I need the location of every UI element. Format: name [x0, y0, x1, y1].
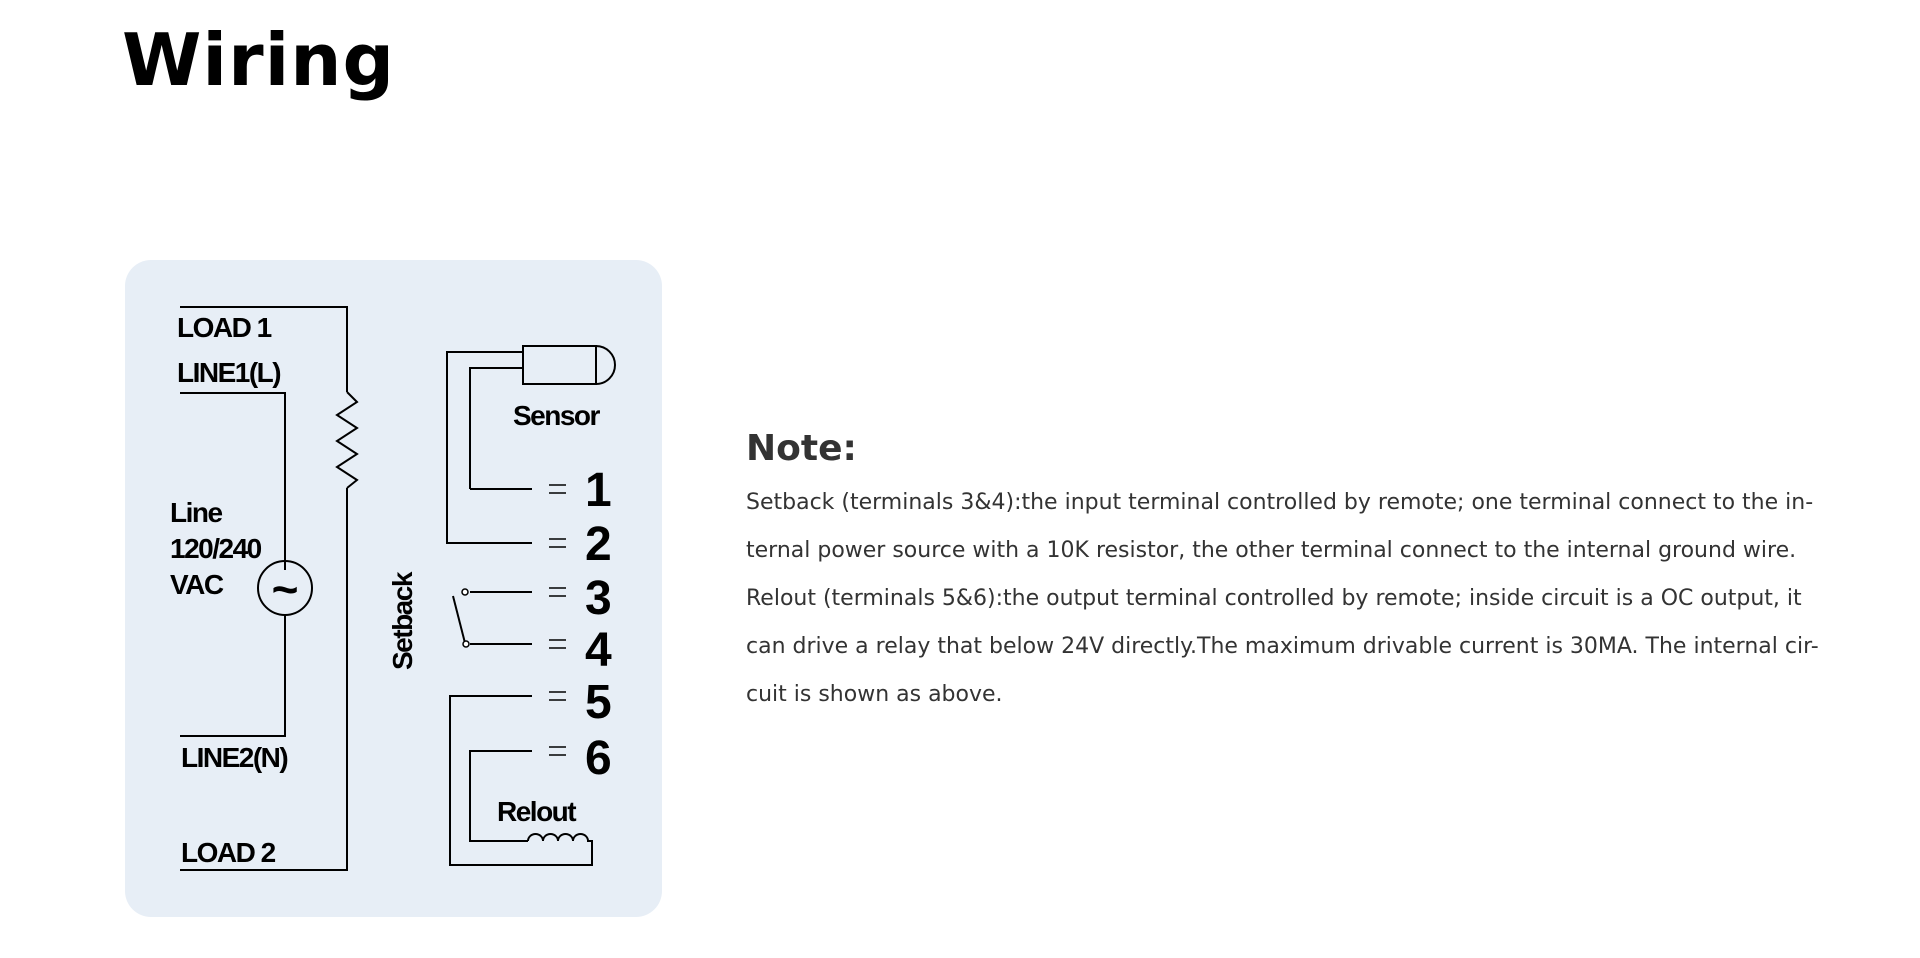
setback-switch-blade [453, 596, 465, 643]
label-voltage: 120/240 [170, 533, 261, 564]
line2-wire [180, 615, 285, 736]
relout-wire-outer [450, 696, 592, 865]
label-load1: LOAD 1 [177, 312, 271, 343]
note-heading: Note: [746, 428, 857, 469]
label-sensor: Sensor [513, 400, 599, 431]
label-load2: LOAD 2 [181, 837, 275, 868]
wiring-diagram [125, 260, 662, 917]
label-relout: Relout [497, 796, 576, 827]
label-vac: VAC [170, 569, 223, 600]
sensor-lens [596, 346, 615, 384]
sensor-body [523, 346, 596, 384]
ac-tilde-icon: ~ [271, 563, 299, 615]
note-text-line: can drive a relay that below 24V directly.The maximum drivable current is 30MA. The internal cir- [746, 634, 1819, 659]
terminal-number: 4 [585, 624, 612, 677]
relay-coil [528, 834, 592, 841]
resistor-symbol [337, 392, 357, 488]
label-line-word: Line [170, 497, 222, 528]
terminal-number: 3 [585, 572, 612, 625]
note-text-line: Setback (terminals 3&4):the input terminal controlled by remote; one terminal connect to the in- [746, 490, 1814, 515]
terminal-number: 1 [585, 464, 612, 517]
note-text-line: Relout (terminals 5&6):the output terminal controlled by remote; inside circuit is a OC output, it [746, 586, 1802, 611]
terminal-number: 6 [585, 732, 612, 785]
note-text-line: ternal power source with a 10K resistor, the other terminal connect to the internal ground wire. [746, 538, 1797, 563]
label-line2: LINE2(N) [181, 742, 288, 773]
terminal-number: 2 [585, 518, 612, 571]
note-block [746, 428, 1819, 719]
terminal-number: 5 [585, 676, 612, 729]
note-text-line: cuit is shown as above. [746, 682, 1003, 707]
label-line1: LINE1(L) [177, 357, 281, 388]
page-title: Wiring [122, 18, 396, 102]
terminal-marks [549, 485, 566, 755]
wiring-diagram-card [125, 260, 662, 917]
label-setback: Setback [387, 573, 418, 670]
sensor-frame-wire [447, 352, 523, 543]
